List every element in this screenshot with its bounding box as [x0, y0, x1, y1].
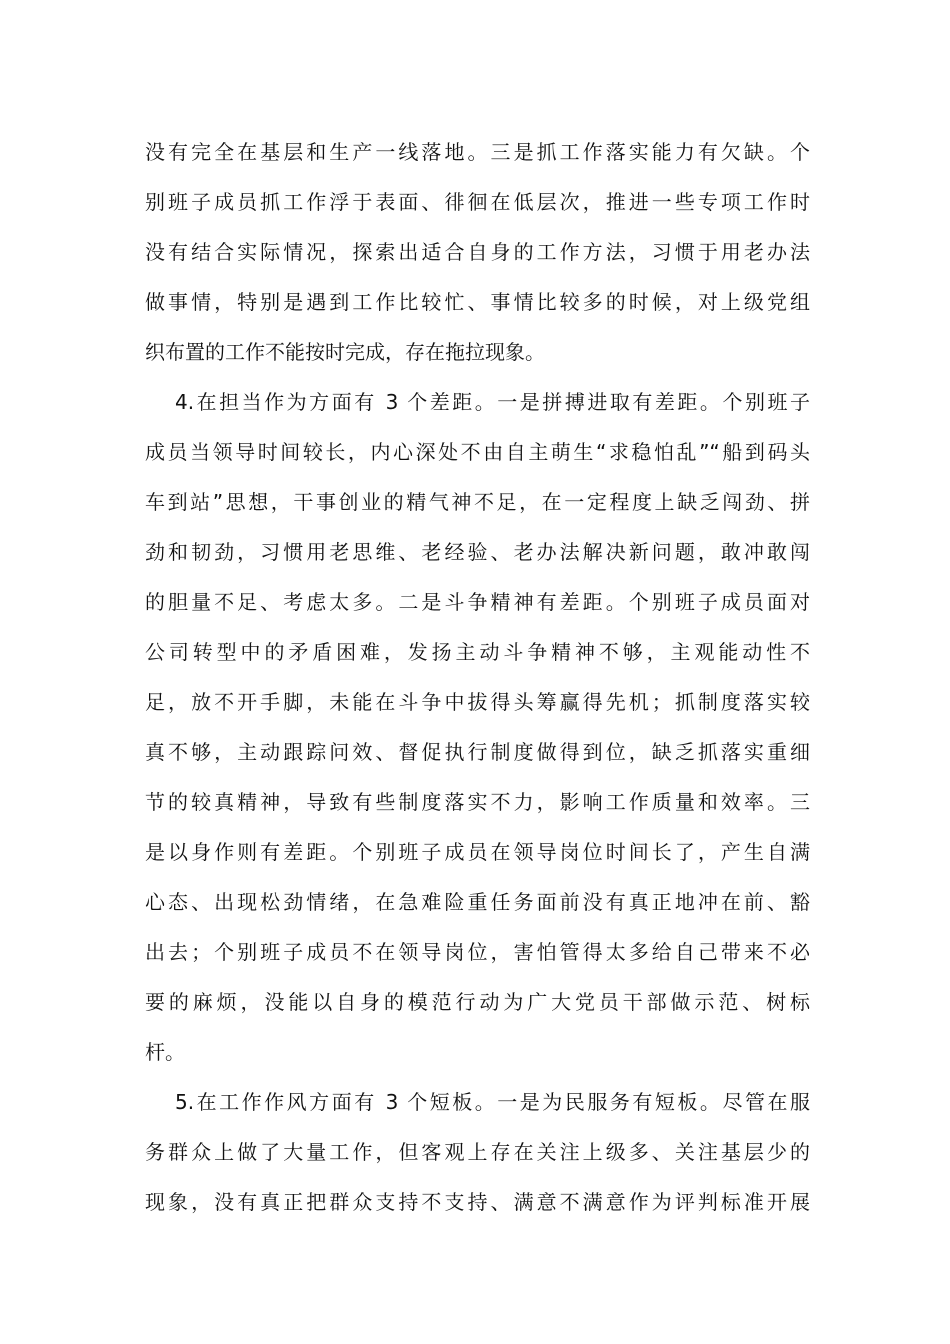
- body-text: [145, 127, 810, 1227]
- text-line: 没有结合实际情况，探索出适合自身的工作方法，习惯于用老办法: [145, 240, 810, 264]
- text-line: 织布置的工作不能按时完成，存在拖拉现象。: [145, 340, 545, 364]
- text-line: 出去；个别班子成员不在领导岗位，害怕管得太多给自己带来不必: [145, 940, 810, 964]
- text-line: 是以身作则有差距。个别班子成员在领导岗位时间长了，产生自满: [145, 840, 810, 864]
- text-line: 心态、出现松劲情绪，在急难险重任务面前没有真正地冲在前、豁: [145, 890, 810, 914]
- text-line: 成员当领导时间较长，内心深处不由自主萌生“求稳怕乱”“船到码头: [145, 440, 810, 464]
- text-line: 要的麻烦，没能以自身的模范行动为广大党员干部做示范、树标: [145, 990, 810, 1014]
- text-line: 现象，没有真正把群众支持不支持、满意不满意作为评判标准开展: [145, 1190, 810, 1214]
- text-line: 真不够，主动跟踪问效、督促执行制度做得到位，缺乏抓落实重细: [145, 740, 810, 764]
- text-line: 别班子成员抓工作浮于表面、徘徊在低层次，推进一些专项工作时: [145, 190, 810, 214]
- text-line: 车到站”思想，干事创业的精气神不足，在一定程度上缺乏闯劲、拼: [145, 490, 810, 514]
- text-line: 杆。: [145, 1040, 185, 1064]
- text-line: 没有完全在基层和生产一线落地。三是抓工作落实能力有欠缺。个: [145, 140, 810, 164]
- text-line: 做事情，特别是遇到工作比较忙、事情比较多的时候，对上级党组: [145, 290, 810, 314]
- text-line: 公司转型中的矛盾困难，发扬主动斗争精神不够，主观能动性不: [145, 640, 810, 664]
- paragraph-5-first-line: 5.在工作作风方面有 3 个短板。一是为民服务有短板。尽管在服: [175, 1090, 810, 1114]
- text-line: 的胆量不足、考虑太多。二是斗争精神有差距。个别班子成员面对: [145, 590, 810, 614]
- paragraph-4-first-line: 4.在担当作为方面有 3 个差距。一是拼搏进取有差距。个别班子: [175, 390, 810, 414]
- text-line: 节的较真精神，导致有些制度落实不力，影响工作质量和效率。三: [145, 790, 810, 814]
- text-line: 劲和韧劲，习惯用老思维、老经验、老办法解决新问题，敢冲敢闯: [145, 540, 810, 564]
- text-line: 务群众上做了大量工作，但客观上存在关注上级多、关注基层少的: [145, 1140, 810, 1164]
- text-line: 足，放不开手脚，未能在斗争中拔得头筹赢得先机；抓制度落实较: [145, 690, 810, 714]
